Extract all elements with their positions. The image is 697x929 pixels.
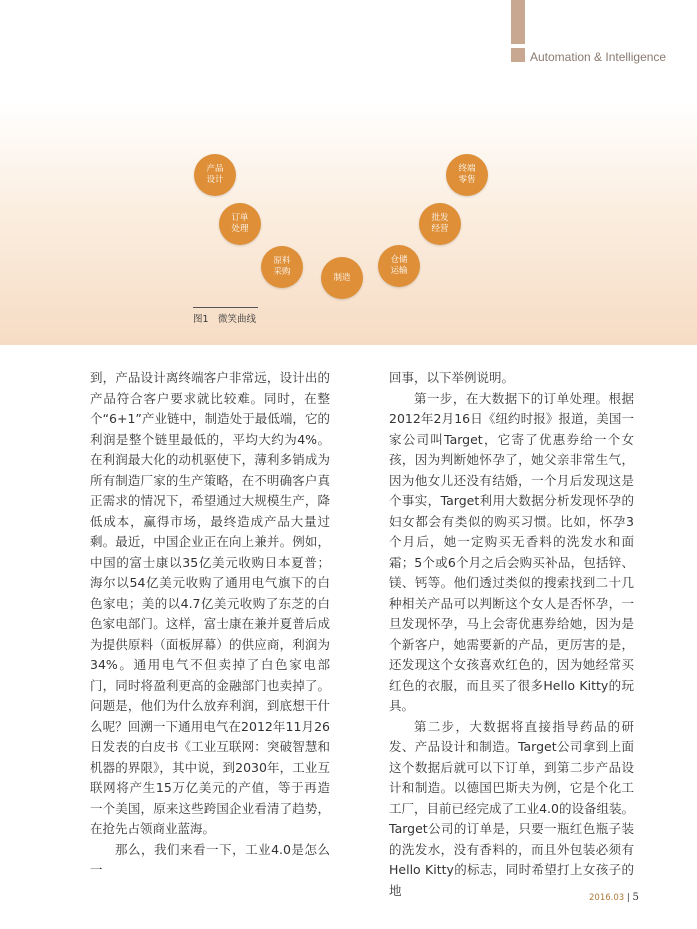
node-raw-material-purchasing: 原料 采购: [261, 246, 303, 288]
section-title: Automation & Intelligence: [530, 50, 667, 64]
header-accent-notch: [511, 44, 525, 48]
paragraph: 那么，我们来看一下，工业4.0是怎么一: [90, 841, 330, 877]
issue-date: 2016.03: [589, 893, 625, 903]
paragraph: 回事，以下举例说明。: [389, 370, 515, 385]
caption-rule: [193, 307, 258, 308]
paragraph: 到，产品设计离终端客户非常远，设计出的产品符合客户要求就比较难。同时，在整个“6+1”产业链中，制造处于最低端，它的利润是整个链里最低的，平均大约为4%。在利润最大化的动机驱使下，薄利多销成为所有制造厂家的生产策略，在不明确客户真正需求的情况下，希望通过大规模生产，降低成本，赢得市场，最终造成产品大量过剩。最近，中国企业正在向上兼并。例如，中国的富士康以35亿美元收购日本夏普；海尔以54亿美元收购了通用电气旗下的白色家电；美的以4.7亿美元收购了东芝的白色家电部门。这样，富士康在兼并夏普后成为提供原料（面板屏幕）的供应商，利润为34%。通用电气不但卖掉了白色家电部门，同时将盈利更高的金融部门也卖掉了。问题是，他们为什么放弃利润，到底想干什么呢？回溯一下通用电气在2012年11月26日发表的白皮书《工业互联网：突破智慧和机器的界限》，其中说，到2030年，工业互联网将产生15万亿美元的产值，等于再造一个美国，原来这些跨国企业看清了趋势，在抢先占领商业蓝海。: [90, 370, 330, 836]
header-accent-bar: [511, 0, 525, 62]
smile-curve-figure: [0, 100, 697, 345]
node-storage-transport: 仓储 运输: [378, 245, 420, 287]
node-product-design: 产品 设计: [194, 154, 236, 196]
figure-caption: 图1 微笑曲线: [193, 314, 257, 325]
node-wholesale: 批发 经营: [419, 203, 461, 245]
page-number: 5: [632, 892, 639, 903]
page-footer: [589, 892, 639, 903]
paragraph: 第一步，在大数据下的订单处理。根据2012年2月16日《纽约时报》报道，美国一家公司叫Target，它寄了优惠券给一个女孩，因为判断她怀孕了，她父亲非常生气，因为他女儿还没有结婚，一个月后发现这是个事实，Target利用大数据分析发现怀孕的妇女都会有类似的购买习惯。比如，怀孕3个月后，她一定购买无香料的洗发水和面霜；5个或6个月之后会购买补品，包括锌、镁、钙等。他们透过类似的搜索找到二十几种相关产品可以判断这个女人是否怀孕，一旦发现怀孕，马上会寄优惠券给她，因为是个新客户，她需要新的产品，更厉害的是，还发现这个女孩喜欢红色的，因为她经常买红色的衣服，而且买了很多Hello Kitty的玩具。: [389, 390, 634, 713]
right-column: [389, 368, 634, 901]
node-manufacturing: 制造: [321, 257, 363, 299]
node-order-processing: 订单 处理: [219, 203, 261, 245]
left-column: [90, 368, 330, 881]
paragraph: 第二步，大数据将直接指导药品的研发、产品设计和制造。Target公司拿到上面这个数据后就可以下订单，到第二步产品设计和制造。以德国巴斯夫为例，它是个化工工厂，目前已经完成了工业4.0的设备组装。Target公司的订单是，只要一瓶红色瓶子装的洗发水，没有香料的，而且外包装必须有Hello Kitty的标志，同时希望打上女孩子的地: [389, 718, 634, 898]
footer-separator: |: [626, 893, 630, 903]
node-retail: 终端 零售: [446, 154, 488, 196]
